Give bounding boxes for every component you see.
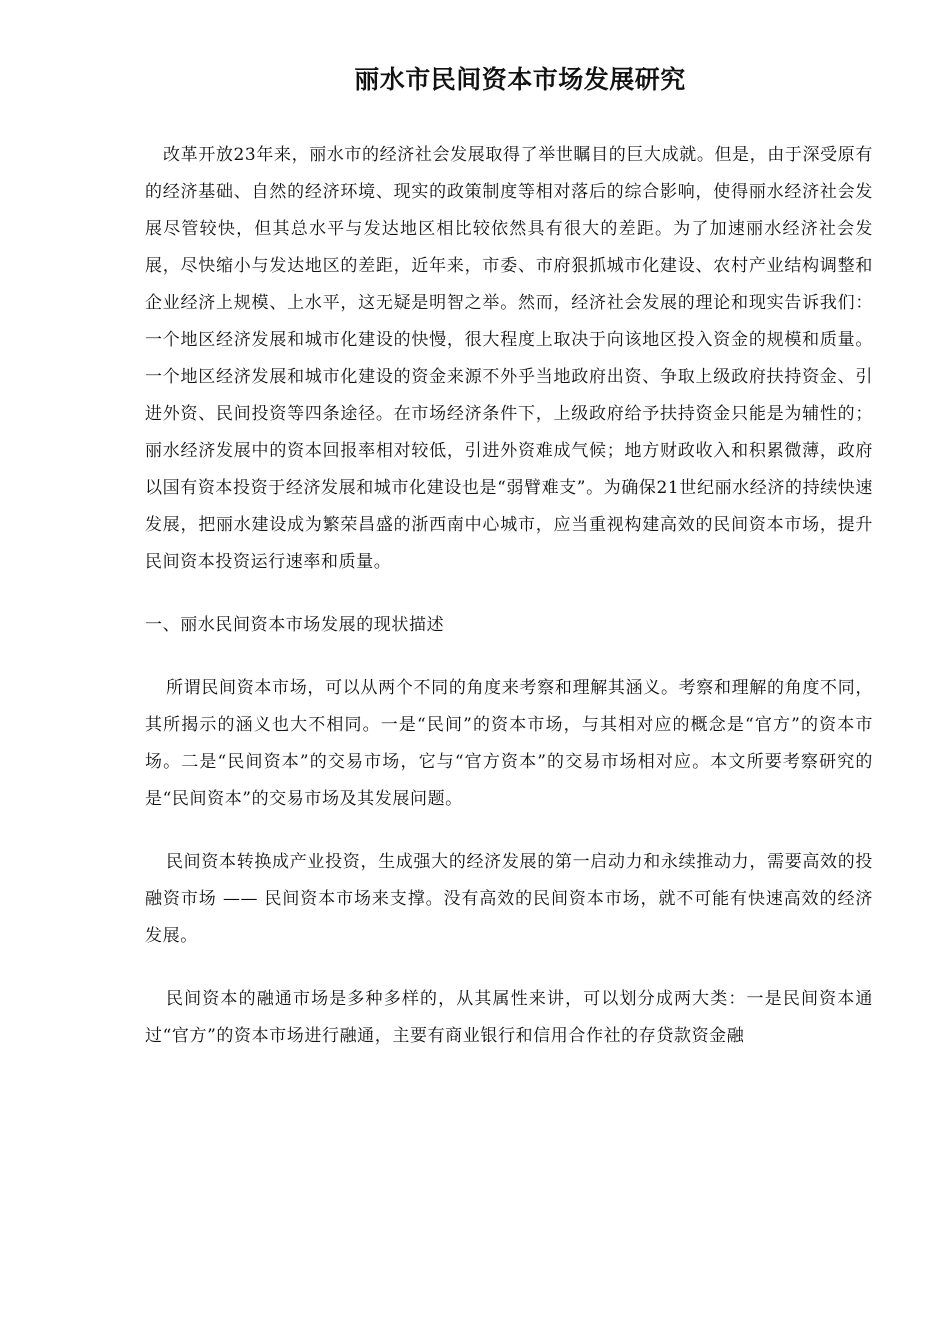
paragraph-investment: 民间资本转换成产业投资，生成强大的经济发展的第一启动力和永续推动力，需要高效的投融资市场 —— 民间资本市场来支撑。没有高效的民间资本市场，就不可能有快速高效的经济发展。 xyxy=(145,852,873,946)
document-title: 丽水市民间资本市场发展研究 xyxy=(354,65,686,94)
paragraph-intro: 改革开放23年来，丽水市的经济社会发展取得了举世瞩目的巨大成就。但是，由于深受原有的经济基础、自然的经济环境、现实的政策制度等相对落后的综合影响，使得丽水经济社会发展尽管较快，但其总水平与发达地区相比较依然具有很大的差距。为了加速丽水经济社会发展，尽快缩小与发达地区的差距，近年来，市委、市府狠抓城市化建设、农村产业结构调整和企业经济上规模、上水平，这无疑是明智之举。然而，经济社会发展的理论和现实告诉我们：一个地区经济发展和城市化建设的快慢，很大程度上取决于向该地区投入资金的规模和质量。一个地区经济发展和城市化建设的资金来源不外乎当地政府出资、争取上级政府扶持资金、引进外资、民间投资等四条途径。在市场经济条件下，上级政府给予扶持资金只能是为辅性的；丽水经济发展中的资本回报率相对较低，引进外资难成气候；地方财政收入和积累微薄，政府以国有资本投资于经济发展和城市化建设也是“弱臂难支”。为确保21世纪丽水经济的持续快速发展，把丽水建设成为繁荣昌盛的浙西南中心城市，应当重视构建高效的民间资本市场，提升民间资本投资运行速率和质量。 xyxy=(145,145,873,572)
section-heading: 一、丽水民间资本市场发展的现状描述 xyxy=(145,615,445,635)
document-page xyxy=(145,0,873,1055)
paragraph-definition: 所谓民间资本市场，可以从两个不同的角度来考察和理解其涵义。考察和理解的角度不同，其所揭示的涵义也大不相同。一是“民间”的资本市场，与其相对应的概念是“官方”的资本市场。二是“民间资本”的交易市场，它与“官方资本”的交易市场相对应。本文所要考察研究的是“民间资本”的交易市场及其发展问题。 xyxy=(145,678,873,809)
paragraph-markets: 民间资本的融通市场是多种多样的，从其属性来讲，可以划分成两大类：一是民间资本通过“官方”的资本市场进行融通，主要有商业银行和信用合作社的存贷款资金融 xyxy=(145,989,873,1046)
